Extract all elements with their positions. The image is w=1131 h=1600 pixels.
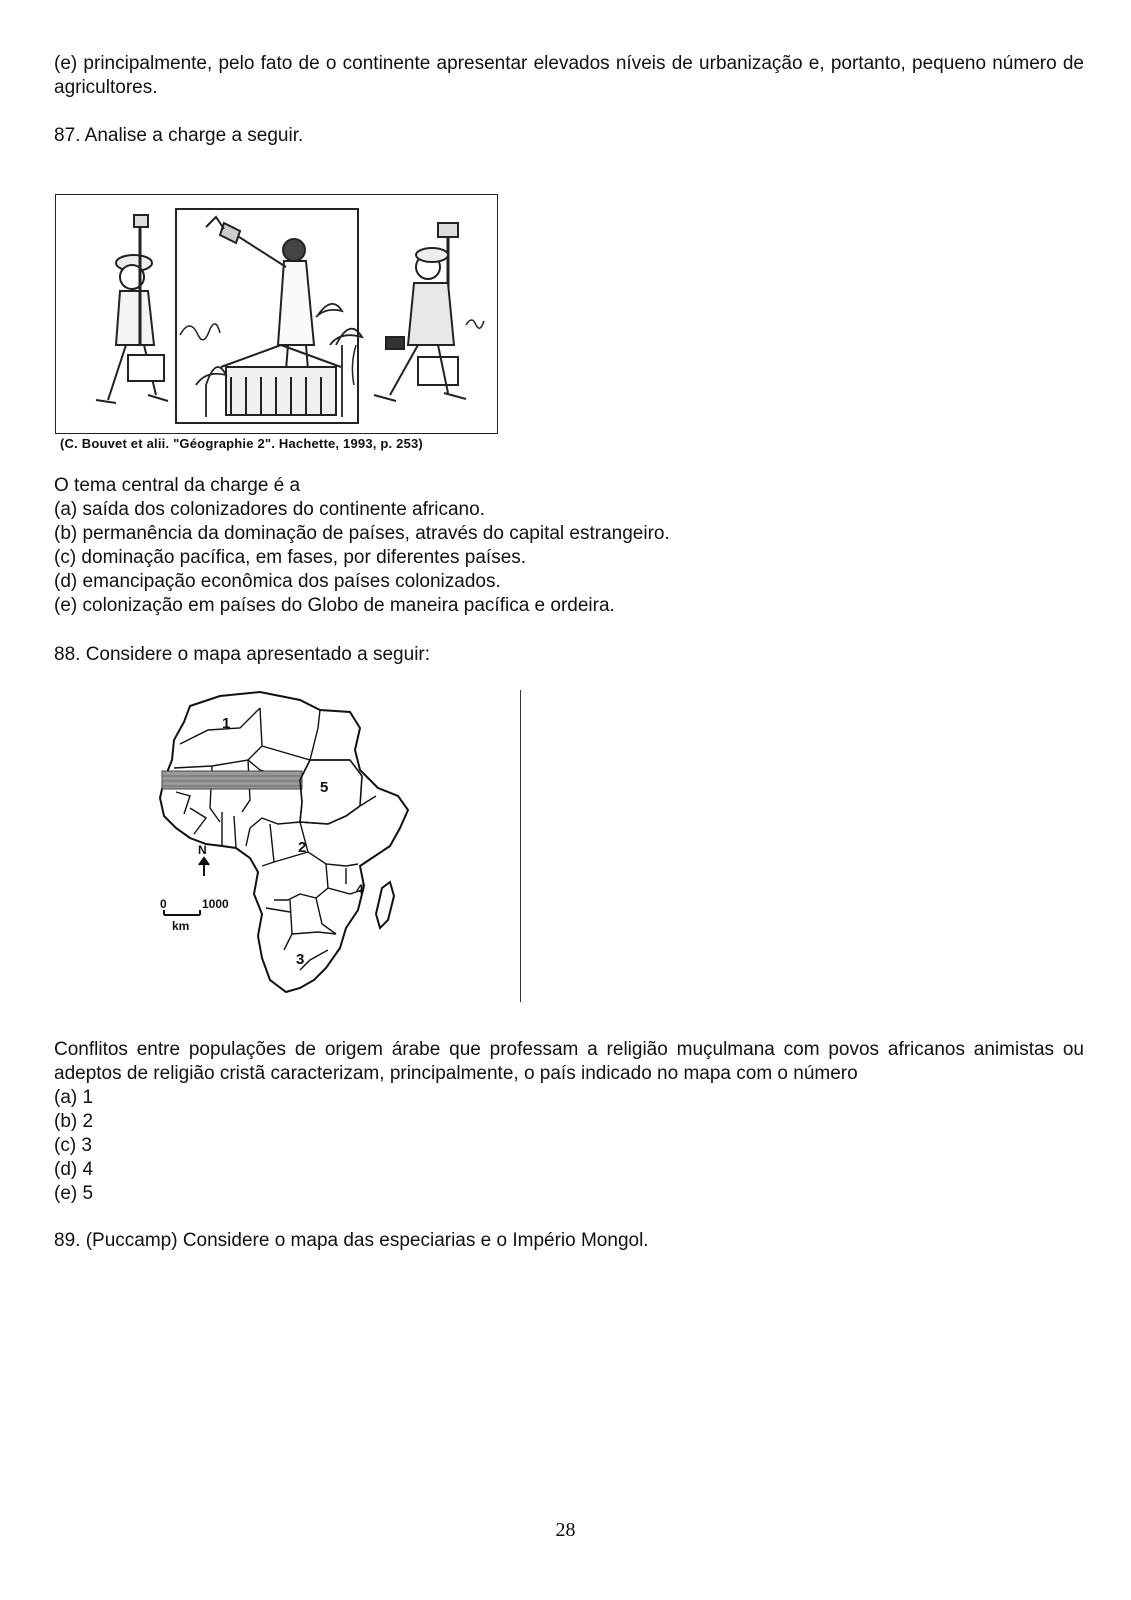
map-label-2: 2 <box>298 839 307 856</box>
africa-map-drawing <box>150 688 430 1003</box>
north-label: N <box>198 843 207 857</box>
q86-tail <box>54 52 1084 100</box>
scale-value: 1000 <box>202 897 229 911</box>
q88-question <box>54 1038 1084 1206</box>
madagascar-outline <box>376 882 394 928</box>
map-divider-line <box>520 690 521 1002</box>
q87-option-d[interactable]: (d) emancipação econômica dos países colonizados. <box>54 571 501 592</box>
q88-option-a[interactable]: (a) 1 <box>54 1087 94 1108</box>
map-label-5: 5 <box>320 779 329 796</box>
q87-prompt: 87. Analise a charge a seguir. <box>54 125 304 146</box>
center-african-figure <box>196 217 362 417</box>
q87-stem: O tema central da charge é a <box>54 475 301 496</box>
q88-option-e[interactable]: (e) 5 <box>54 1183 94 1204</box>
q88-stem: Conflitos entre populações de origem árabe que professam a religião muçulmana com povos africanos animistas ou adeptos de religião cristã caracterizam, principalmente, o país indicado no mapa com o número <box>54 1039 1084 1084</box>
q88-option-d[interactable]: (d) 4 <box>54 1159 94 1180</box>
q88-prompt-block <box>54 643 1084 667</box>
q89-prompt: 89. (Puccamp) Considere o mapa das especiarias e o Império Mongol. <box>54 1230 649 1251</box>
africa-map <box>150 688 430 1003</box>
page-number: 28 <box>555 1519 576 1541</box>
q87-option-c[interactable]: (c) dominação pacífica, em fases, por diferentes países. <box>54 547 527 568</box>
scale-unit: km <box>172 919 190 933</box>
q86-option-e: (e) principalmente, pelo fato de o continente apresentar elevados níveis de urbanização e, portanto, pequeno número de agricultores. <box>54 53 1084 98</box>
q87-option-b[interactable]: (b) permanência da dominação de países, através do capital estrangeiro. <box>54 523 670 544</box>
q88-option-c[interactable]: (c) 3 <box>54 1135 92 1156</box>
cartoon-caption: (C. Bouvet et alii. "Géographie 2". Hachette, 1993, p. 253) <box>60 436 423 451</box>
q88-prompt: 88. Considere o mapa apresentado a seguir: <box>54 644 431 665</box>
q88-option-b[interactable]: (b) 2 <box>54 1111 94 1132</box>
map-label-3: 3 <box>296 951 305 968</box>
map-label-4: 4 <box>356 881 364 897</box>
q87-prompt-block <box>54 124 1084 148</box>
map-label-1: 1 <box>222 715 231 732</box>
africa-outline <box>160 692 408 992</box>
cartoon-illustration <box>56 195 497 433</box>
cartoon-figure <box>55 194 498 434</box>
north-arrow <box>199 858 209 876</box>
scale-bar <box>164 910 200 915</box>
q87-question <box>54 474 1084 618</box>
scale-zero: 0 <box>160 897 167 911</box>
right-colonizer-figure <box>352 223 484 401</box>
q87-option-e[interactable]: (e) colonização em países do Globo de maneira pacífica e ordeira. <box>54 595 615 616</box>
q89-prompt-block <box>54 1229 1084 1253</box>
left-colonizer-figure <box>96 215 220 403</box>
q87-option-a[interactable]: (a) saída dos colonizadores do continente africano. <box>54 499 485 520</box>
